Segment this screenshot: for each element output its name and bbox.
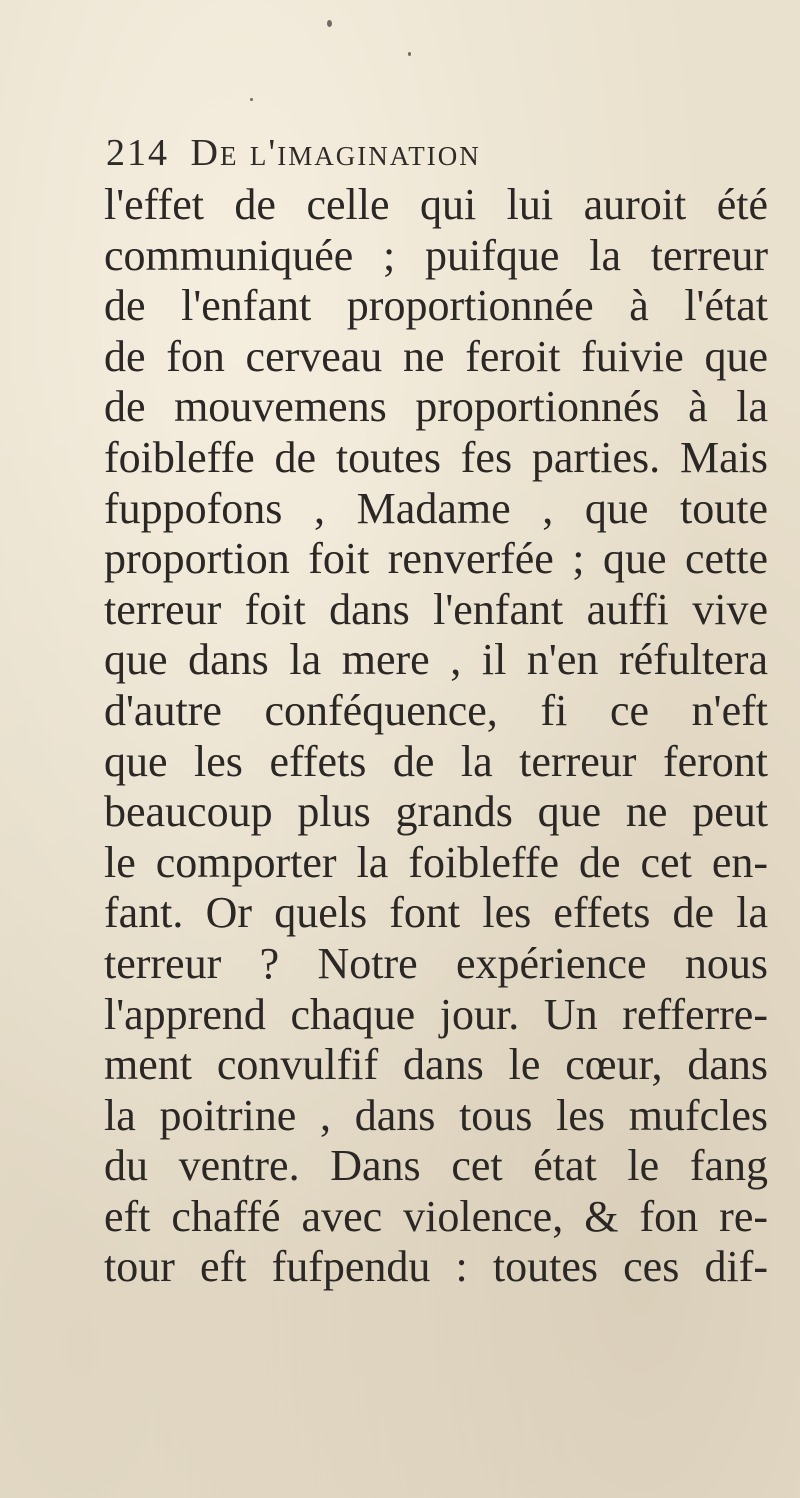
- running-title: De l'imagination: [190, 132, 481, 174]
- text-line: foibleffe de toutes fes parties. Mais: [104, 432, 768, 482]
- ink-speck: [250, 98, 253, 101]
- text-line: la poitrine , dans tous les mufcles: [104, 1090, 768, 1140]
- text-line: terreur foit dans l'enfant auffi vive: [104, 584, 768, 634]
- text-line: l'apprend chaque jour. Un refferre-: [104, 989, 768, 1039]
- text-line: ment convulfif dans le cœur, dans: [104, 1040, 768, 1090]
- text-line: que les effets de la terreur feront: [104, 736, 768, 786]
- page-number: 214: [106, 132, 169, 174]
- running-head: [106, 128, 746, 178]
- text-line: de fon cerveau ne feroit fuivie que: [104, 331, 768, 381]
- ink-speck: [408, 52, 411, 56]
- text-line: de l'enfant proportionnée à l'état: [104, 281, 768, 331]
- text-line: que dans la mere , il n'en réfultera: [104, 635, 768, 685]
- text-line: eft chaffé avec violence, & fon re-: [104, 1191, 768, 1241]
- text-line: beaucoup plus grands que ne peut: [104, 787, 768, 837]
- text-line: fuppofons , Madame , que toute: [104, 483, 768, 533]
- text-line: de mouvemens proportionnés à la: [104, 382, 768, 432]
- text-line: terreur ? Notre expérience nous: [104, 938, 768, 988]
- text-line: le comporter la foibleffe de cet en-: [104, 837, 768, 887]
- text-line: tour eft fufpendu : toutes ces dif-: [104, 1242, 768, 1292]
- text-line: du ventre. Dans cet état le fang: [104, 1141, 768, 1191]
- text-line: communiquée ; puifque la terreur: [104, 230, 768, 280]
- text-line: l'effet de celle qui lui auroit été: [104, 180, 768, 229]
- text-line: fant. Or quels font les effets de la: [104, 888, 768, 938]
- text-line: d'autre conféquence, fi ce n'eft: [104, 685, 768, 735]
- ink-speck: [327, 20, 332, 27]
- body-text: [104, 180, 768, 1293]
- text-line: proportion foit renverfée ; que cette: [104, 534, 768, 584]
